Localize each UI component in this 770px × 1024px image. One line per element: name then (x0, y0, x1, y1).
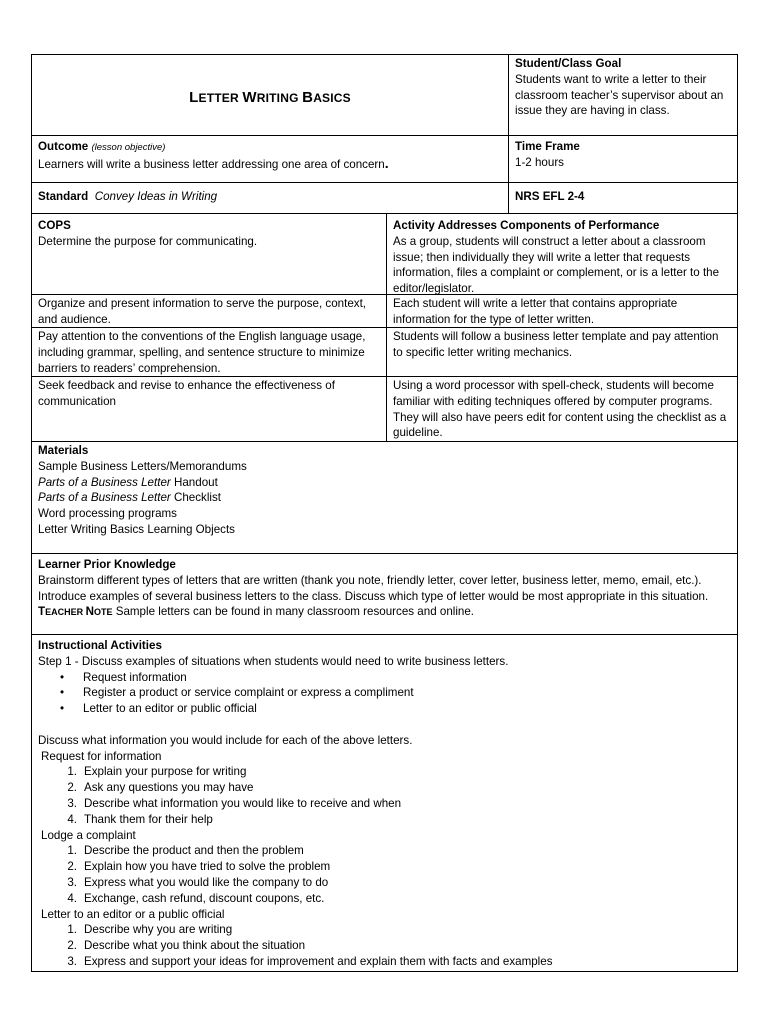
activity-line: Students will follow a business letter template and pay attention (393, 330, 719, 343)
activity-cell (386, 377, 737, 441)
title-cell (32, 55, 508, 135)
activity-line: issue; then individually they will write a letter that requests (393, 250, 691, 264)
material-item: Parts of a Business Letter Checklist (38, 491, 222, 505)
cops-row-1 (32, 213, 737, 294)
activity-line: They will also have peers edit for content using the checklist as a (393, 410, 727, 424)
activity-cell (386, 295, 737, 327)
activity-line: Using a word processor with spell-check, students will become (393, 379, 714, 392)
outcome-label: Outcome (38, 140, 89, 153)
cops-cell (32, 328, 386, 376)
prior-knowledge-line: Brainstorm different types of letters that are written (thank you note, friendly letter, cover letter, business letter, memo, email, etc.). (38, 573, 702, 587)
discuss-text: Discuss what information you would include for each of the above letters. (38, 733, 413, 747)
activity-cell (386, 214, 737, 294)
numbered-item: 2. Explain how you have tried to solve the problem (67, 860, 331, 874)
time-frame-label: Time Frame (515, 140, 580, 153)
teacher-note: TEACHER NOTE Sample letters can be found in many classroom resources and online. (38, 605, 475, 619)
outcome-sublabel: (lesson objective) (91, 142, 166, 153)
outcome-row (32, 135, 737, 182)
material-item: Parts of a Business Letter Handout (38, 475, 218, 489)
numbered-item: 3. Describe what information you would like to receive and when (67, 796, 402, 810)
cops-text: Organize and present information to serve the purpose, context, (38, 297, 367, 310)
material-item: Word processing programs (38, 507, 177, 521)
activity-cell (386, 328, 737, 376)
cops-row-3 (32, 327, 737, 376)
nrs-level: NRS EFL 2-4 (508, 183, 737, 213)
goal-line: classroom teacher’s supervisor about an (515, 88, 724, 102)
activity-line: to specific letter writing mechanics. (393, 345, 573, 359)
numbered-item: 4. Exchange, cash refund, discount coupons, etc. (67, 891, 325, 905)
numbered-item: 1. Describe why you are writing (67, 923, 233, 937)
goal-label: Student/Class Goal (515, 57, 622, 70)
cops-text: barriers to readers’ comprehension. (38, 361, 221, 375)
bullet-item: • Request information (60, 670, 187, 684)
activity-line: information for the type of letter written. (393, 312, 595, 326)
cops-cell (32, 214, 386, 294)
step-1: Step 1 - Discuss examples of situations when students would need to write business letters. (38, 654, 509, 668)
goal-cell (508, 55, 737, 135)
cops-text: Determine the purpose for communicating. (38, 234, 258, 248)
cops-text: and audience. (38, 312, 111, 326)
cops-text: Pay attention to the conventions of the English language usage, (38, 330, 366, 343)
instructional-row (32, 634, 737, 971)
goal-line: issue they are having in class. (515, 104, 670, 118)
material-item: Letter Writing Basics Learning Objects (38, 522, 235, 536)
cops-row-2 (32, 294, 737, 327)
bullet-item: • Register a product or service complaint or express a compliment (60, 686, 414, 700)
prior-knowledge-label: Learner Prior Knowledge (38, 558, 176, 571)
cops-cell (32, 377, 386, 441)
numbered-item: 3. Express what you would like the company to do (67, 875, 329, 889)
instructional-label: Instructional Activities (38, 639, 162, 652)
prior-knowledge-row (32, 553, 737, 634)
activity-line: guideline. (393, 426, 443, 440)
materials-cell (32, 442, 737, 553)
outcome-cell (32, 136, 508, 182)
outcome-text: Learners will write a business letter addressing one area of concern. (38, 154, 389, 171)
numbered-list (38, 922, 731, 969)
numbered-item: 3. Express and support your ideas for improvement and explain them with facts and examples (67, 954, 553, 968)
standard-value: Convey Ideas in Writing (94, 190, 218, 203)
prior-knowledge-line: Introduce examples of several business letters to the class. Discuss which type of letter would be most appropriate in this situation. (38, 589, 709, 603)
bullet-list (38, 670, 731, 717)
document-title: LETTER WRITING BASICS (189, 88, 351, 106)
numbered-list (38, 764, 731, 827)
header-row (32, 55, 737, 135)
activity-line: familiar with editing techniques offered by computer programs. (393, 394, 713, 408)
numbered-item: 4. Thank them for their help (67, 812, 213, 826)
numbered-item: 1. Describe the product and then the problem (67, 844, 304, 858)
cops-text: Seek feedback and revise to enhance the effectiveness of (38, 379, 335, 392)
activity-line: editor/legislator. (393, 282, 475, 296)
group-title: Request for information (41, 749, 162, 763)
bullet-item: • Letter to an editor or public official (60, 702, 257, 716)
goal-line: Students want to write a letter to their (515, 72, 707, 86)
instructional-cell (32, 635, 737, 971)
standard-cell (32, 183, 508, 213)
prior-knowledge-cell (32, 554, 737, 634)
cops-header: COPS (38, 219, 71, 232)
cops-row-4 (32, 376, 737, 441)
material-item: Sample Business Letters/Memorandums (38, 459, 247, 473)
numbered-item: 2. Ask any questions you may have (67, 781, 254, 795)
activity-line: As a group, students will construct a letter about a classroom (393, 234, 706, 248)
cops-text: communication (38, 394, 116, 408)
cops-text: including grammar, spelling, and sentence structure to minimize (38, 345, 365, 359)
numbered-item: 1. Explain your purpose for writing (67, 765, 247, 779)
time-frame-cell (508, 136, 737, 182)
group-title: Lodge a complaint (41, 828, 136, 842)
activity-line: Each student will write a letter that contains appropriate (393, 297, 678, 310)
numbered-item: 2. Describe what you think about the situation (67, 939, 306, 953)
materials-label: Materials (38, 444, 89, 457)
lesson-plan-table (31, 54, 738, 972)
activity-header: Activity Addresses Components of Performance (393, 219, 660, 232)
numbered-list (38, 843, 731, 906)
time-frame-value: 1-2 hours (515, 155, 564, 169)
standard-label: Standard (38, 190, 89, 203)
materials-row (32, 441, 737, 553)
cops-cell (32, 295, 386, 327)
group-title: Letter to an editor or a public official (41, 907, 225, 921)
standard-row (32, 182, 737, 213)
activity-line: information, files a complaint or complement, or is a letter to the (393, 266, 720, 280)
